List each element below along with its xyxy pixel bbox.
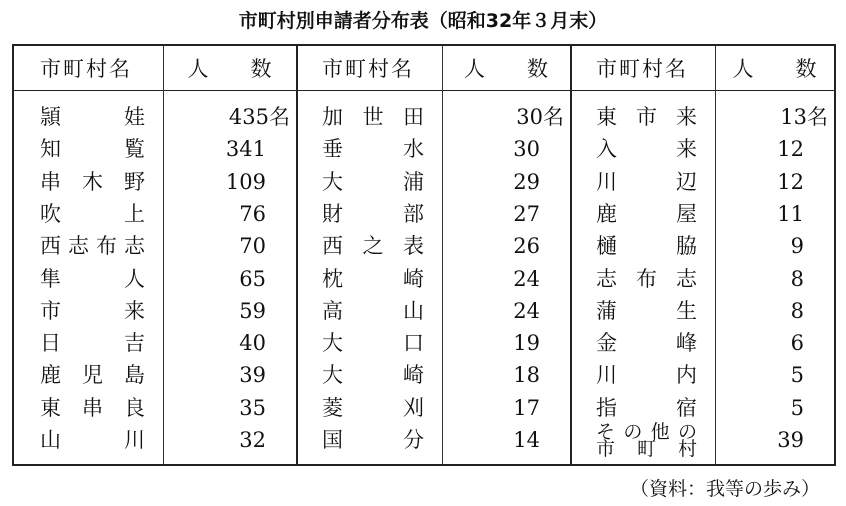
table-cell-name: 鹿 屋 [596, 201, 697, 226]
header-divider [14, 90, 834, 91]
table-cell-name: 大 口 [322, 331, 424, 356]
table-cell-count: 26 [513, 234, 540, 259]
table-cell-count: 35 [239, 395, 266, 420]
table-cell-name: 日 吉 [40, 331, 145, 356]
header-name: 市町村名 [40, 57, 132, 81]
table-cell-name: 川 辺 [596, 169, 697, 194]
table-cell-count: 8 [790, 266, 804, 291]
table-cell-count: 27 [513, 201, 540, 226]
header-count [442, 46, 570, 90]
table-cell-name: 指 宿 [596, 395, 697, 420]
name-line: 市 町 村 [596, 438, 697, 460]
table-cell-name: 知 覧 [40, 137, 145, 162]
table-cell-count: 9 [790, 234, 804, 259]
table-cell-name: 東 串 良 [40, 395, 145, 420]
table-cell-count: 29 [513, 169, 540, 194]
table-cell-count: 30名 [516, 105, 564, 129]
table-cell-name: 財 部 [322, 201, 424, 226]
table-cell-name: 加 世 田 [322, 105, 424, 129]
table-cell-count: 6 [790, 331, 804, 356]
header-count-char-b: 数 [527, 57, 548, 81]
table-cell-name: 国 分 [322, 428, 424, 452]
table-cell-name: 東 市 来 [596, 105, 697, 129]
distribution-table [12, 44, 836, 466]
table-cell-name: 志 布 志 [596, 266, 697, 291]
table-cell-name: 隼 人 [40, 266, 145, 291]
table-cell-count: 24 [513, 298, 540, 323]
table-cell-name: 高 山 [322, 298, 424, 323]
column-divider [296, 46, 298, 464]
table-cell-name: 垂 水 [322, 137, 424, 162]
table-cell-count: 30 [513, 137, 540, 162]
table-cell-name: 川 内 [596, 363, 697, 388]
table-cell-count: 12 [777, 137, 804, 162]
table-cell-count: 59 [239, 298, 266, 323]
table-cell-name: 西 志 布 志 [40, 234, 145, 259]
table-cell-name: 金 峰 [596, 331, 697, 356]
source-note: （資料：我等の歩み） [629, 478, 820, 500]
header-name: 市町村名 [322, 57, 414, 81]
table-cell-name: 蒲 生 [596, 298, 697, 323]
header-count [163, 46, 296, 90]
header-name: 市町村名 [596, 57, 688, 81]
table-cell-count: 109 [225, 169, 266, 194]
table-cell-count: 18 [513, 363, 540, 388]
table-cell-name: 頴 娃 [40, 105, 145, 129]
table-cell-name: 菱 刈 [322, 395, 424, 420]
table-cell-name: 西 之 表 [322, 234, 424, 259]
table-cell-count: 19 [513, 331, 540, 356]
table-cell-name: 吹 上 [40, 201, 145, 226]
table-cell-count: 5 [790, 395, 804, 420]
page-title: 市町村別申請者分布表（昭和32年３月末） [238, 10, 608, 32]
table-cell-count: 32 [239, 428, 266, 452]
table-cell-count: 341 [225, 137, 266, 162]
table-cell-count: 39 [239, 363, 266, 388]
table-cell-count: 65 [239, 266, 266, 291]
table-cell-count: 17 [513, 395, 540, 420]
name-line: そ の 他 の [596, 421, 697, 443]
table-cell-count: 14 [513, 428, 540, 452]
table-cell-count: 435名 [228, 105, 290, 129]
header-count-char-a: 人 [187, 57, 209, 81]
table-cell-count: 24 [513, 266, 540, 291]
header-count-char-a: 人 [732, 57, 754, 81]
table-cell-count: 40 [239, 331, 266, 356]
table-cell-name: 入 来 [596, 137, 697, 162]
table-cell-count: 13名 [780, 105, 828, 129]
table-cell-count: 70 [239, 234, 266, 259]
header-count-char-a: 人 [464, 57, 485, 81]
table-cell-name: 大 崎 [322, 363, 424, 388]
table-cell-name: 樋 脇 [596, 234, 697, 259]
table-cell-name [596, 421, 697, 460]
table-cell-count: 39 [777, 428, 804, 452]
column-divider [570, 46, 572, 464]
header-count-char-b: 数 [250, 57, 272, 81]
table-cell-count: 8 [790, 298, 804, 323]
table-cell-name: 串 木 野 [40, 169, 145, 194]
table-cell-count: 76 [239, 201, 266, 226]
table-cell-name: 市 来 [40, 298, 145, 323]
header-count [715, 46, 834, 90]
table-cell-name: 山 川 [40, 428, 145, 452]
table-cell-count: 11 [777, 201, 804, 226]
table-cell-name: 枕 崎 [322, 266, 424, 291]
header-count-char-b: 数 [795, 57, 817, 81]
table-cell-count: 5 [790, 363, 804, 388]
table-cell-count: 12 [777, 169, 804, 194]
table-cell-name: 大 浦 [322, 169, 424, 194]
table-cell-name: 鹿 児 島 [40, 363, 145, 388]
